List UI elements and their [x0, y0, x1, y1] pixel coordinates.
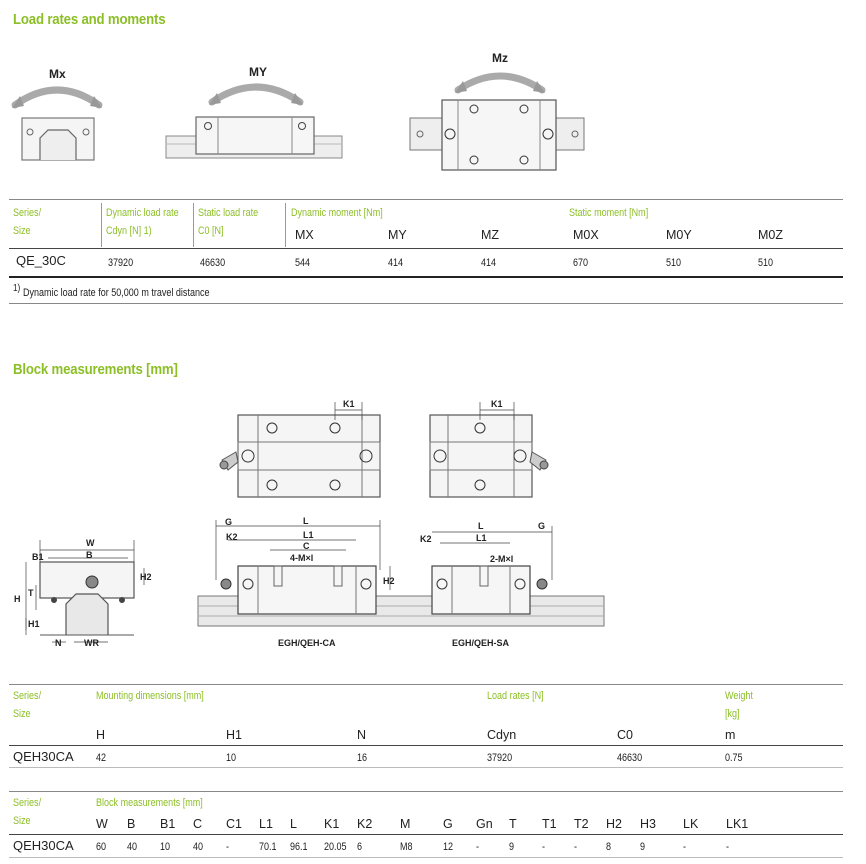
my-diagram — [166, 87, 342, 158]
b-col-t1: T1 — [542, 817, 557, 831]
b-cell-c1: - — [226, 841, 230, 853]
footnote-text: Dynamic load rate for 50,000 m travel distance — [23, 287, 210, 299]
m-col-m: m — [725, 728, 736, 742]
b-series-label: Series/ — [13, 797, 42, 809]
row-size: QE_30C — [16, 253, 66, 268]
b-col-l: L — [290, 817, 297, 831]
cell-m0z: 510 — [758, 257, 774, 269]
series-label: Series/ — [13, 207, 42, 219]
dim-l1-sa: L1 — [476, 533, 487, 543]
b-col-b1: B1 — [160, 817, 176, 831]
b-col-c: C — [193, 817, 203, 831]
m-cell-h: 42 — [96, 752, 107, 764]
b-col-k1: K1 — [324, 817, 340, 831]
b-col-lk1: LK1 — [726, 817, 749, 831]
section-title-load-rates: Load rates and moments — [13, 11, 166, 28]
b-cell-k1: 20.05 — [324, 841, 347, 853]
col-mx: MX — [295, 228, 314, 242]
col-m0z: M0Z — [758, 228, 783, 242]
b-col-t: T — [509, 817, 517, 831]
m-row-size: QEH30CA — [13, 749, 74, 764]
mx-label: Mx — [49, 67, 66, 81]
dim-b: B — [86, 550, 93, 560]
dim-k2-ca: K2 — [226, 532, 238, 542]
b-cell-lk1: - — [726, 841, 730, 853]
m-size-label: Size — [13, 708, 31, 720]
m-cell-cdyn: 37920 — [487, 752, 513, 764]
col-m0x: M0X — [573, 228, 599, 242]
moment-diagrams — [0, 40, 866, 190]
dim-k2-sa: K2 — [420, 534, 432, 544]
cell-c0: 46630 — [200, 257, 226, 269]
end-view — [26, 540, 144, 642]
b-col-h3: H3 — [640, 817, 656, 831]
b-cell-lk: - — [683, 841, 687, 853]
block-drawings — [0, 390, 866, 660]
dim-l-ca: L — [303, 516, 309, 526]
dim-t: T — [28, 588, 34, 598]
top-view-sa — [430, 402, 548, 497]
cell-m0y: 510 — [666, 257, 682, 269]
weight-unit: [kg] — [725, 708, 740, 720]
section-title-block: Block measurements [mm] — [13, 361, 178, 378]
dim-b1: B1 — [32, 552, 44, 562]
dim-l-sa: L — [478, 521, 484, 531]
dim-n: N — [55, 638, 62, 648]
b-cell-t1: - — [542, 841, 546, 853]
load-rates-label: Load rates [N] — [487, 690, 544, 702]
b-col-t2: T2 — [574, 817, 589, 831]
mz-label: Mz — [492, 51, 508, 65]
dim-w: W — [86, 538, 95, 548]
dyn-rate-symbol: Cdyn [N] 1) — [106, 225, 152, 237]
footnote-mark: 1) — [13, 283, 21, 294]
b-size-label: Size — [13, 815, 31, 827]
b-cell-g: 12 — [443, 841, 454, 853]
dim-2mxl: 2-M×l — [490, 554, 514, 564]
col-mz: MZ — [481, 228, 500, 242]
block-meas-label: Block measurements [mm] — [96, 797, 203, 809]
cell-my: 414 — [388, 257, 404, 269]
b-col-h2: H2 — [606, 817, 622, 831]
dim-k1-sa: K1 — [491, 399, 503, 409]
static-moment-label: Static moment [Nm] — [569, 207, 649, 219]
m-cell-h1: 10 — [226, 752, 237, 764]
b-col-gn: Gn — [476, 817, 493, 831]
m-col-cdyn: Cdyn — [487, 728, 517, 742]
m-col-h1: H1 — [226, 728, 242, 742]
m-cell-m: 0.75 — [725, 752, 743, 764]
m-col-h: H — [96, 728, 106, 742]
weight-label: Weight — [725, 690, 753, 702]
b-col-l1: L1 — [259, 817, 273, 831]
b-col-m: M — [400, 817, 411, 831]
m-col-c0: C0 — [617, 728, 633, 742]
b-col-w: W — [96, 817, 108, 831]
mz-diagram — [410, 76, 584, 170]
dim-4mxl: 4-M×l — [290, 553, 314, 563]
dim-g-ca: G — [225, 517, 233, 527]
caption-egh-ca: EGH/QEH-CA — [278, 638, 336, 648]
m-series-label: Series/ — [13, 690, 42, 702]
b-cell-l1: 70.1 — [259, 841, 277, 853]
b-col-g: G — [443, 817, 453, 831]
cell-mx: 544 — [295, 257, 311, 269]
b-cell-t2: - — [574, 841, 578, 853]
mx-diagram — [12, 90, 102, 160]
cell-mz: 414 — [481, 257, 497, 269]
b-row-size: QEH30CA — [13, 838, 74, 853]
b-col-b: B — [127, 817, 136, 831]
cell-cdyn: 37920 — [108, 257, 134, 269]
b-col-lk: LK — [683, 817, 699, 831]
col-m0y: M0Y — [666, 228, 692, 242]
m-cell-c0: 46630 — [617, 752, 643, 764]
b-cell-w: 60 — [96, 841, 107, 853]
b-cell-b1: 10 — [160, 841, 171, 853]
dim-h1: H1 — [28, 619, 40, 629]
caption-egh-sa: EGH/QEH-SA — [452, 638, 510, 648]
side-view-rail — [198, 520, 604, 626]
mount-dim-label: Mounting dimensions [mm] — [96, 690, 204, 702]
cell-m0x: 670 — [573, 257, 589, 269]
m-cell-n: 16 — [357, 752, 368, 764]
b-cell-m: M8 — [400, 841, 413, 853]
b-cell-k2: 6 — [357, 841, 363, 853]
my-label: MY — [249, 65, 267, 79]
b-cell-h3: 9 — [640, 841, 646, 853]
b-cell-h2: 8 — [606, 841, 612, 853]
b-cell-gn: - — [476, 841, 480, 853]
static-rate-label: Static load rate — [198, 207, 259, 219]
b-cell-b: 40 — [127, 841, 138, 853]
dim-k1-ca: K1 — [343, 399, 355, 409]
dyn-moment-label: Dynamic moment [Nm] — [291, 207, 383, 219]
dim-c-ca: C — [303, 541, 310, 551]
static-rate-symbol: C0 [N] — [198, 225, 224, 237]
col-my: MY — [388, 228, 407, 242]
dim-g-sa: G — [538, 521, 546, 531]
dim-l1-ca: L1 — [303, 530, 314, 540]
m-col-n: N — [357, 728, 367, 742]
dim-wr: WR — [84, 638, 99, 648]
b-cell-t: 9 — [509, 841, 515, 853]
dim-h2-side: H2 — [383, 576, 395, 586]
b-col-k2: K2 — [357, 817, 373, 831]
dim-h: H — [14, 594, 21, 604]
top-view-ca — [220, 402, 380, 497]
b-cell-c: 40 — [193, 841, 204, 853]
dim-h2-end: H2 — [140, 572, 152, 582]
dyn-rate-label: Dynamic load rate — [106, 207, 179, 219]
b-col-c1: C1 — [226, 817, 242, 831]
size-label: Size — [13, 225, 31, 237]
b-cell-l: 96.1 — [290, 841, 308, 853]
